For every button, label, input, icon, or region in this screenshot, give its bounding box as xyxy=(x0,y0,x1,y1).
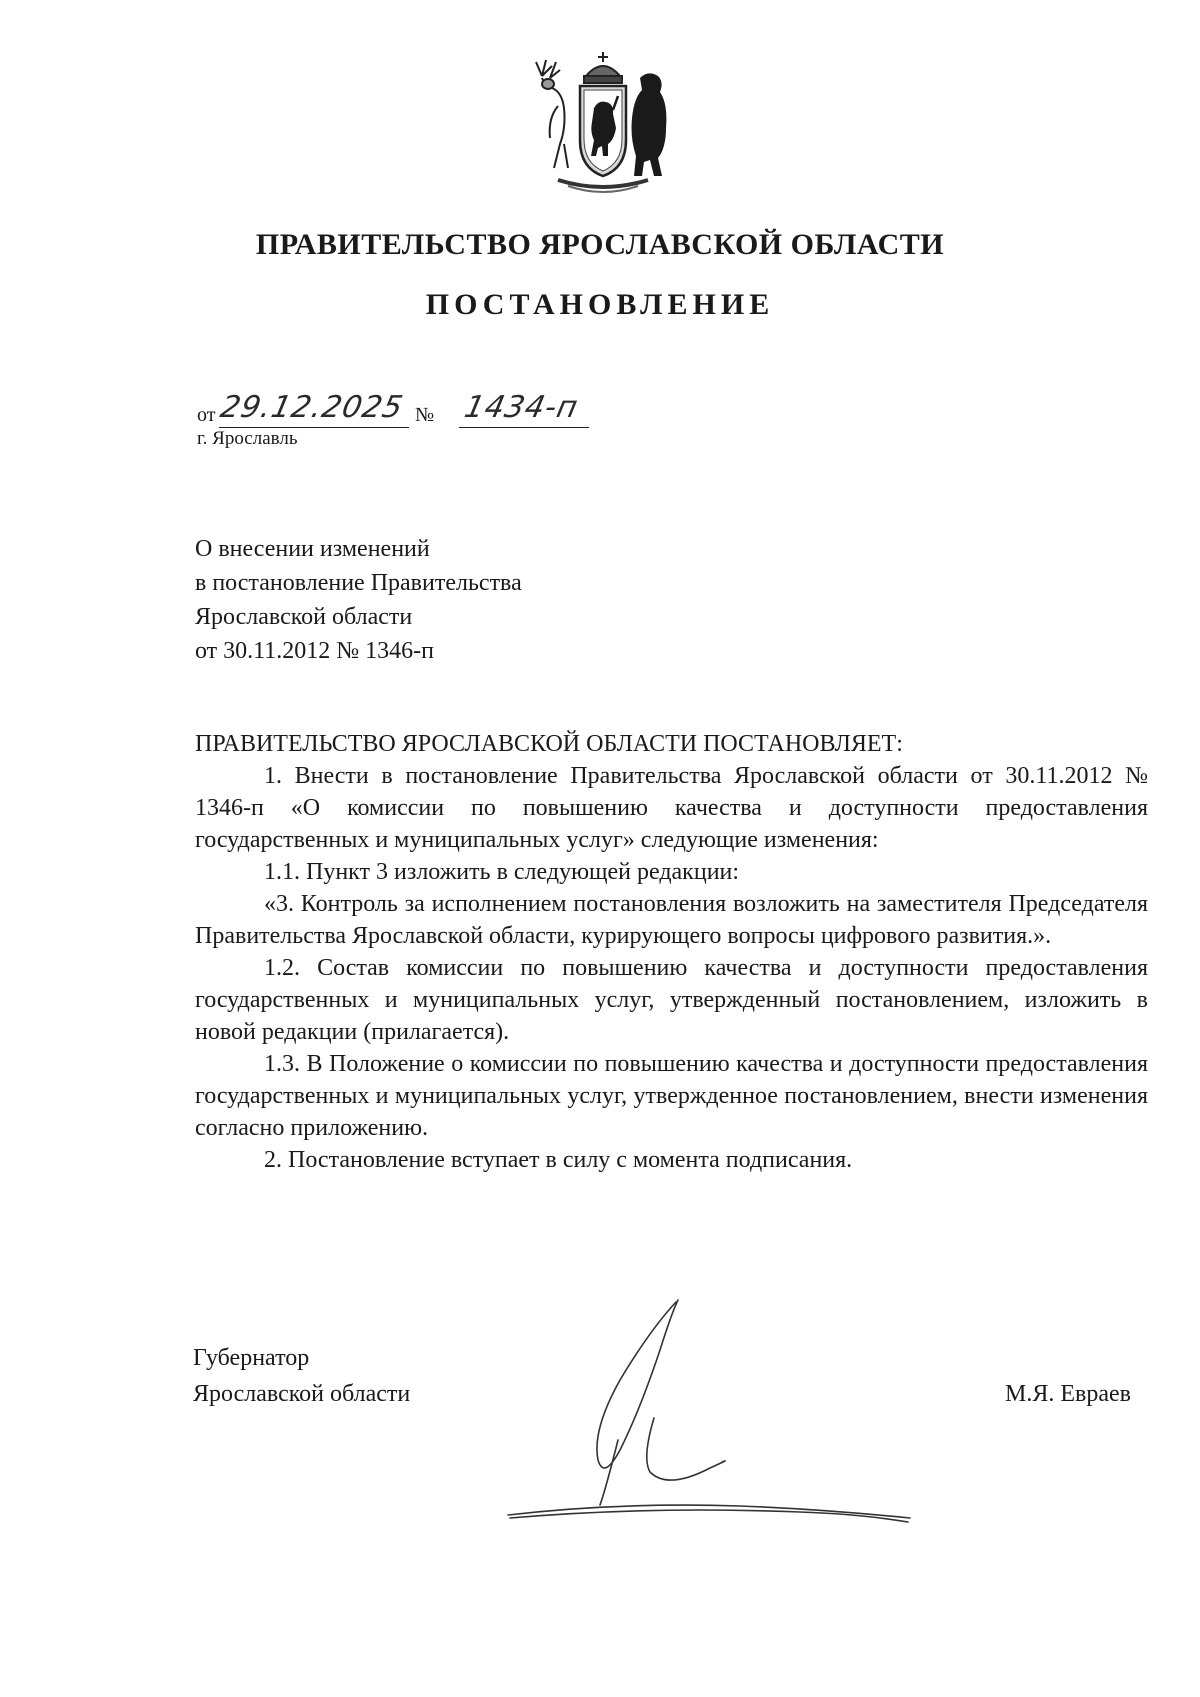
document-body xyxy=(195,728,1148,1176)
coat-of-arms-emblem xyxy=(528,48,678,198)
subject-line: в постановление Правительства xyxy=(195,570,522,596)
document-type: ПОСТАНОВЛЕНИЕ xyxy=(425,288,775,321)
paragraph-1: 1. Внести в постановление Правительства Ярославской области от 30.11.2012 № 1346-п «О комиссии по повышению качества и доступности предоставления государственных и муниципальных услуг» следующие изменения: xyxy=(195,763,1148,853)
signatory-position xyxy=(193,1340,410,1412)
registration-line xyxy=(197,390,617,430)
city: г. Ярославль xyxy=(197,428,298,449)
document-subject xyxy=(195,532,522,668)
paragraph-1-1-quote: «3. Контроль за исполнением постановления возложить на заместителя Председателя Правительства Ярославской области, курирующего вопросы цифрового развития.». xyxy=(195,891,1148,949)
subject-line: О внесении изменений xyxy=(195,536,430,562)
handwritten-signature xyxy=(500,1290,920,1540)
preamble: ПРАВИТЕЛЬСТВО ЯРОСЛАВСКОЙ ОБЛАСТИ ПОСТАНОВЛЯЕТ: xyxy=(195,731,903,757)
position-line: Ярославской области xyxy=(193,1381,411,1407)
subject-line: от 30.11.2012 № 1346-п xyxy=(195,638,435,664)
handwritten-date: 29.12.2025 xyxy=(217,390,407,425)
paragraph-1-2: 1.2. Состав комиссии по повышению качества и доступности предоставления государственных и муниципальных услуг, утвержденный постановлением, изложить в новой редакции (прилагается). xyxy=(195,955,1148,1045)
paragraph-2: 2. Постановление вступает в силу с момента подписания. xyxy=(264,1147,853,1173)
subject-line: Ярославской области xyxy=(195,604,413,630)
paragraph-1-3: 1.3. В Положение о комиссии по повышению качества и доступности предоставления государственных и муниципальных услуг, утвержденное постановлением, внести изменения согласно приложению. xyxy=(195,1051,1148,1141)
number-underline xyxy=(459,427,589,428)
number-prefix: № xyxy=(415,404,435,426)
government-title: ПРАВИТЕЛЬСТВО ЯРОСЛАВСКОЙ ОБЛАСТИ xyxy=(255,228,945,261)
position-line: Губернатор xyxy=(193,1345,310,1371)
date-prefix: от xyxy=(197,404,216,426)
handwritten-number: 1434-п xyxy=(461,390,582,425)
signatory-name: М.Я. Евраев xyxy=(1005,1381,1131,1407)
paragraph-1-1: 1.1. Пункт 3 изложить в следующей редакции: xyxy=(264,859,740,885)
